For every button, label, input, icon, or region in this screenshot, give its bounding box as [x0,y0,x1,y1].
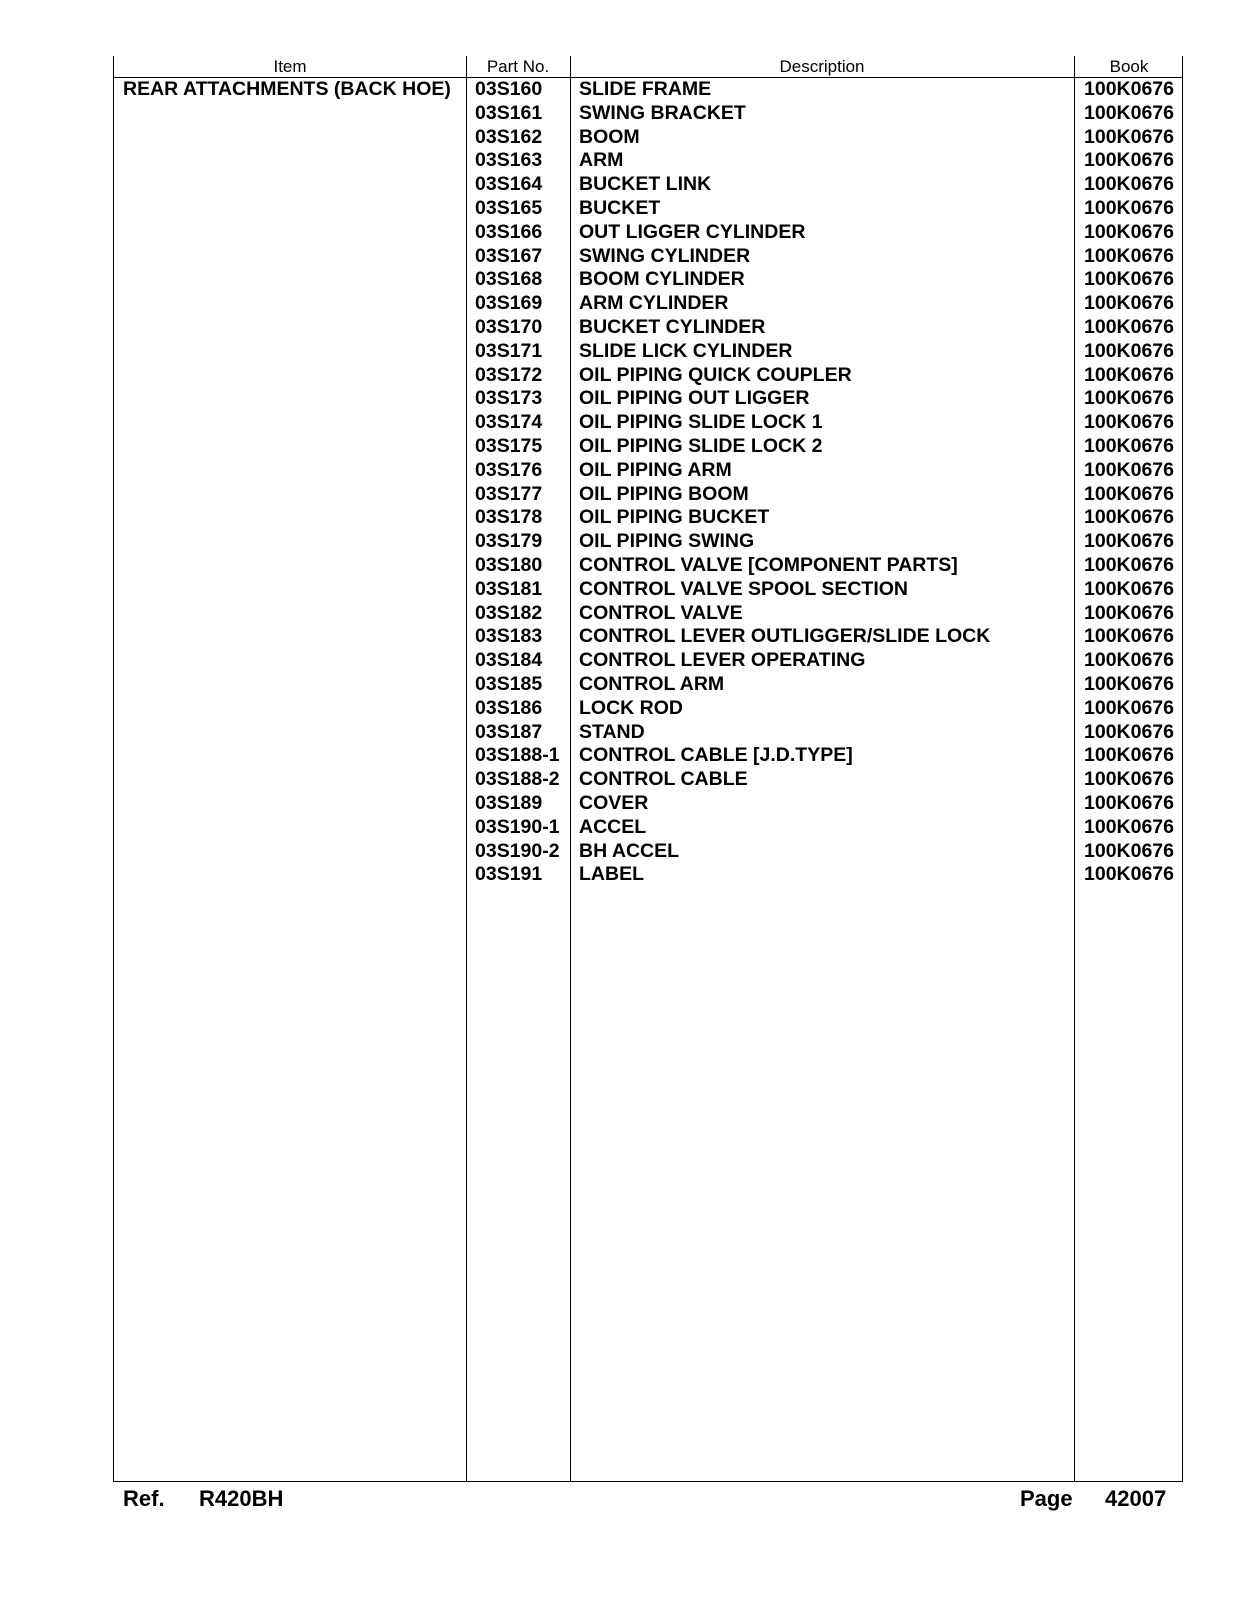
part-number-cell: 03S182 [475,601,543,624]
book-cell: 100K0676 [1084,553,1174,576]
description-cell: CONTROL VALVE [COMPONENT PARTS] [579,553,958,576]
description-cell: OUT LIGGER CYLINDER [579,220,806,243]
book-cell: 100K0676 [1084,149,1174,172]
description-cell: ARM [579,149,624,172]
description-cell: BUCKET CYLINDER [579,315,766,338]
parts-table [113,56,1183,1482]
table-row [114,459,1184,483]
book-cell: 100K0676 [1084,173,1174,196]
part-number-cell: 03S189 [475,791,543,814]
description-cell: ARM CYLINDER [579,292,729,315]
table-row [114,506,1184,530]
description-cell: BUCKET [579,196,661,219]
description-cell: CONTROL ARM [579,672,725,695]
description-cell: OIL PIPING SWING [579,530,755,553]
part-number-cell: 03S191 [475,863,543,886]
part-number-cell: 03S186 [475,696,543,719]
part-number-cell: 03S160 [475,78,543,100]
part-number-cell: 03S188-2 [475,768,560,791]
book-cell: 100K0676 [1084,101,1174,124]
part-number-cell: 03S161 [475,101,543,124]
table-row [114,721,1184,745]
header-item: Item [273,57,307,76]
table-row [114,530,1184,554]
part-number-cell: 03S184 [475,649,543,672]
book-cell: 100K0676 [1084,411,1174,434]
page-number: 42007 [1105,1486,1167,1511]
table-row [114,483,1184,507]
part-number-cell: 03S188-1 [475,744,560,767]
ref-value: R420BH [199,1486,284,1511]
description-cell: OIL PIPING SLIDE LOCK 2 [579,434,823,457]
header-part-no: Part No. [486,57,550,76]
table-row [114,863,1184,887]
book-cell: 100K0676 [1084,696,1174,719]
part-number-cell: 03S165 [475,196,543,219]
table-row [114,78,1184,102]
book-cell: 100K0676 [1084,601,1174,624]
description-cell: LABEL [579,863,644,886]
book-cell: 100K0676 [1084,387,1174,410]
book-cell: 100K0676 [1084,220,1174,243]
book-cell: 100K0676 [1084,720,1174,743]
book-cell: 100K0676 [1084,339,1174,362]
book-cell: 100K0676 [1084,434,1174,457]
part-number-cell: 03S176 [475,458,543,481]
description-cell: OIL PIPING OUT LIGGER [579,387,810,410]
item-name: REAR ATTACHMENTS (BACK HOE) [123,78,451,100]
table-row [114,292,1184,316]
description-cell: OIL PIPING ARM [579,458,732,481]
table-row [114,340,1184,364]
table-row [114,649,1184,673]
part-number-cell: 03S171 [475,339,543,362]
part-number-cell: 03S187 [475,720,543,743]
table-row [114,102,1184,126]
description-cell: SWING CYLINDER [579,244,751,267]
table-row [114,435,1184,459]
part-number-cell: 03S183 [475,625,543,648]
book-cell: 100K0676 [1084,791,1174,814]
table-row [114,149,1184,173]
book-cell: 100K0676 [1084,482,1174,505]
table-row [114,387,1184,411]
table-row [114,245,1184,269]
part-number-cell: 03S174 [475,411,543,434]
book-cell: 100K0676 [1084,292,1174,315]
book-cell: 100K0676 [1084,268,1174,291]
book-cell: 100K0676 [1084,744,1174,767]
part-number-cell: 03S169 [475,292,543,315]
table-row [114,840,1184,864]
part-number-cell: 03S190-2 [475,839,560,862]
description-cell: CONTROL LEVER OUTLIGGER/SLIDE LOCK [579,625,991,648]
header-book: Book [1109,57,1149,76]
part-number-cell: 03S163 [475,149,543,172]
table-row [114,221,1184,245]
description-cell: OIL PIPING SLIDE LOCK 1 [579,411,823,434]
book-cell: 100K0676 [1084,625,1174,648]
ref-label: Ref. [123,1486,165,1511]
part-number-cell: 03S190-1 [475,815,560,838]
description-cell: OIL PIPING BOOM [579,482,749,505]
table-row [114,173,1184,197]
book-cell: 100K0676 [1084,196,1174,219]
book-cell: 100K0676 [1084,458,1174,481]
book-cell: 100K0676 [1084,315,1174,338]
description-cell: BUCKET LINK [579,173,712,196]
table-row [114,578,1184,602]
book-cell: 100K0676 [1084,244,1174,267]
book-cell: 100K0676 [1084,768,1174,791]
table-row [114,316,1184,340]
description-cell: SWING BRACKET [579,101,746,124]
part-number-cell: 03S181 [475,577,543,600]
description-cell: BOOM [579,125,640,148]
part-number-cell: 03S173 [475,387,543,410]
table-row [114,197,1184,221]
description-cell: ACCEL [579,815,647,838]
table-row [114,768,1184,792]
description-cell: BOOM CYLINDER [579,268,745,291]
description-cell: COVER [579,791,649,814]
description-cell: OIL PIPING BUCKET [579,506,770,529]
part-number-cell: 03S162 [475,125,543,148]
description-cell: STAND [579,720,645,743]
book-cell: 100K0676 [1084,363,1174,386]
table-row [114,126,1184,150]
table-row [114,364,1184,388]
description-cell: BH ACCEL [579,839,680,862]
part-number-cell: 03S179 [475,530,543,553]
description-cell: SLIDE LICK CYLINDER [579,339,793,362]
part-number-cell: 03S178 [475,506,543,529]
book-cell: 100K0676 [1084,125,1174,148]
part-number-cell: 03S177 [475,482,543,505]
table-row [114,268,1184,292]
book-cell: 100K0676 [1084,506,1174,529]
table-row [114,602,1184,626]
book-cell: 100K0676 [1084,839,1174,862]
description-cell: CONTROL CABLE [J.D.TYPE] [579,744,853,767]
part-number-cell: 03S180 [475,553,543,576]
part-number-cell: 03S185 [475,672,543,695]
table-row [114,744,1184,768]
part-number-cell: 03S175 [475,434,543,457]
table-row [114,625,1184,649]
description-cell: CONTROL VALVE [579,601,743,624]
part-number-cell: 03S172 [475,363,543,386]
part-number-cell: 03S164 [475,173,543,196]
description-cell: LOCK ROD [579,696,683,719]
description-cell: CONTROL LEVER OPERATING [579,649,866,672]
table-row [114,411,1184,435]
book-cell: 100K0676 [1084,672,1174,695]
page-footer [0,1484,1236,1514]
description-cell: SLIDE FRAME [579,78,712,100]
book-cell: 100K0676 [1084,577,1174,600]
table-row [114,673,1184,697]
part-number-cell: 03S167 [475,244,543,267]
table-row [114,697,1184,721]
page-label: Page [1020,1486,1073,1511]
book-cell: 100K0676 [1084,863,1174,886]
header-description: Description [779,57,865,76]
table-row [114,816,1184,840]
table-body [114,78,1184,887]
book-cell: 100K0676 [1084,815,1174,838]
book-cell: 100K0676 [1084,78,1174,100]
description-cell: CONTROL CABLE [579,768,748,791]
part-number-cell: 03S168 [475,268,543,291]
description-cell: CONTROL VALVE SPOOL SECTION [579,577,909,600]
description-cell: OIL PIPING QUICK COUPLER [579,363,852,386]
table-row [114,792,1184,816]
part-number-cell: 03S170 [475,315,543,338]
part-number-cell: 03S166 [475,220,543,243]
book-cell: 100K0676 [1084,649,1174,672]
table-row [114,554,1184,578]
book-cell: 100K0676 [1084,530,1174,553]
